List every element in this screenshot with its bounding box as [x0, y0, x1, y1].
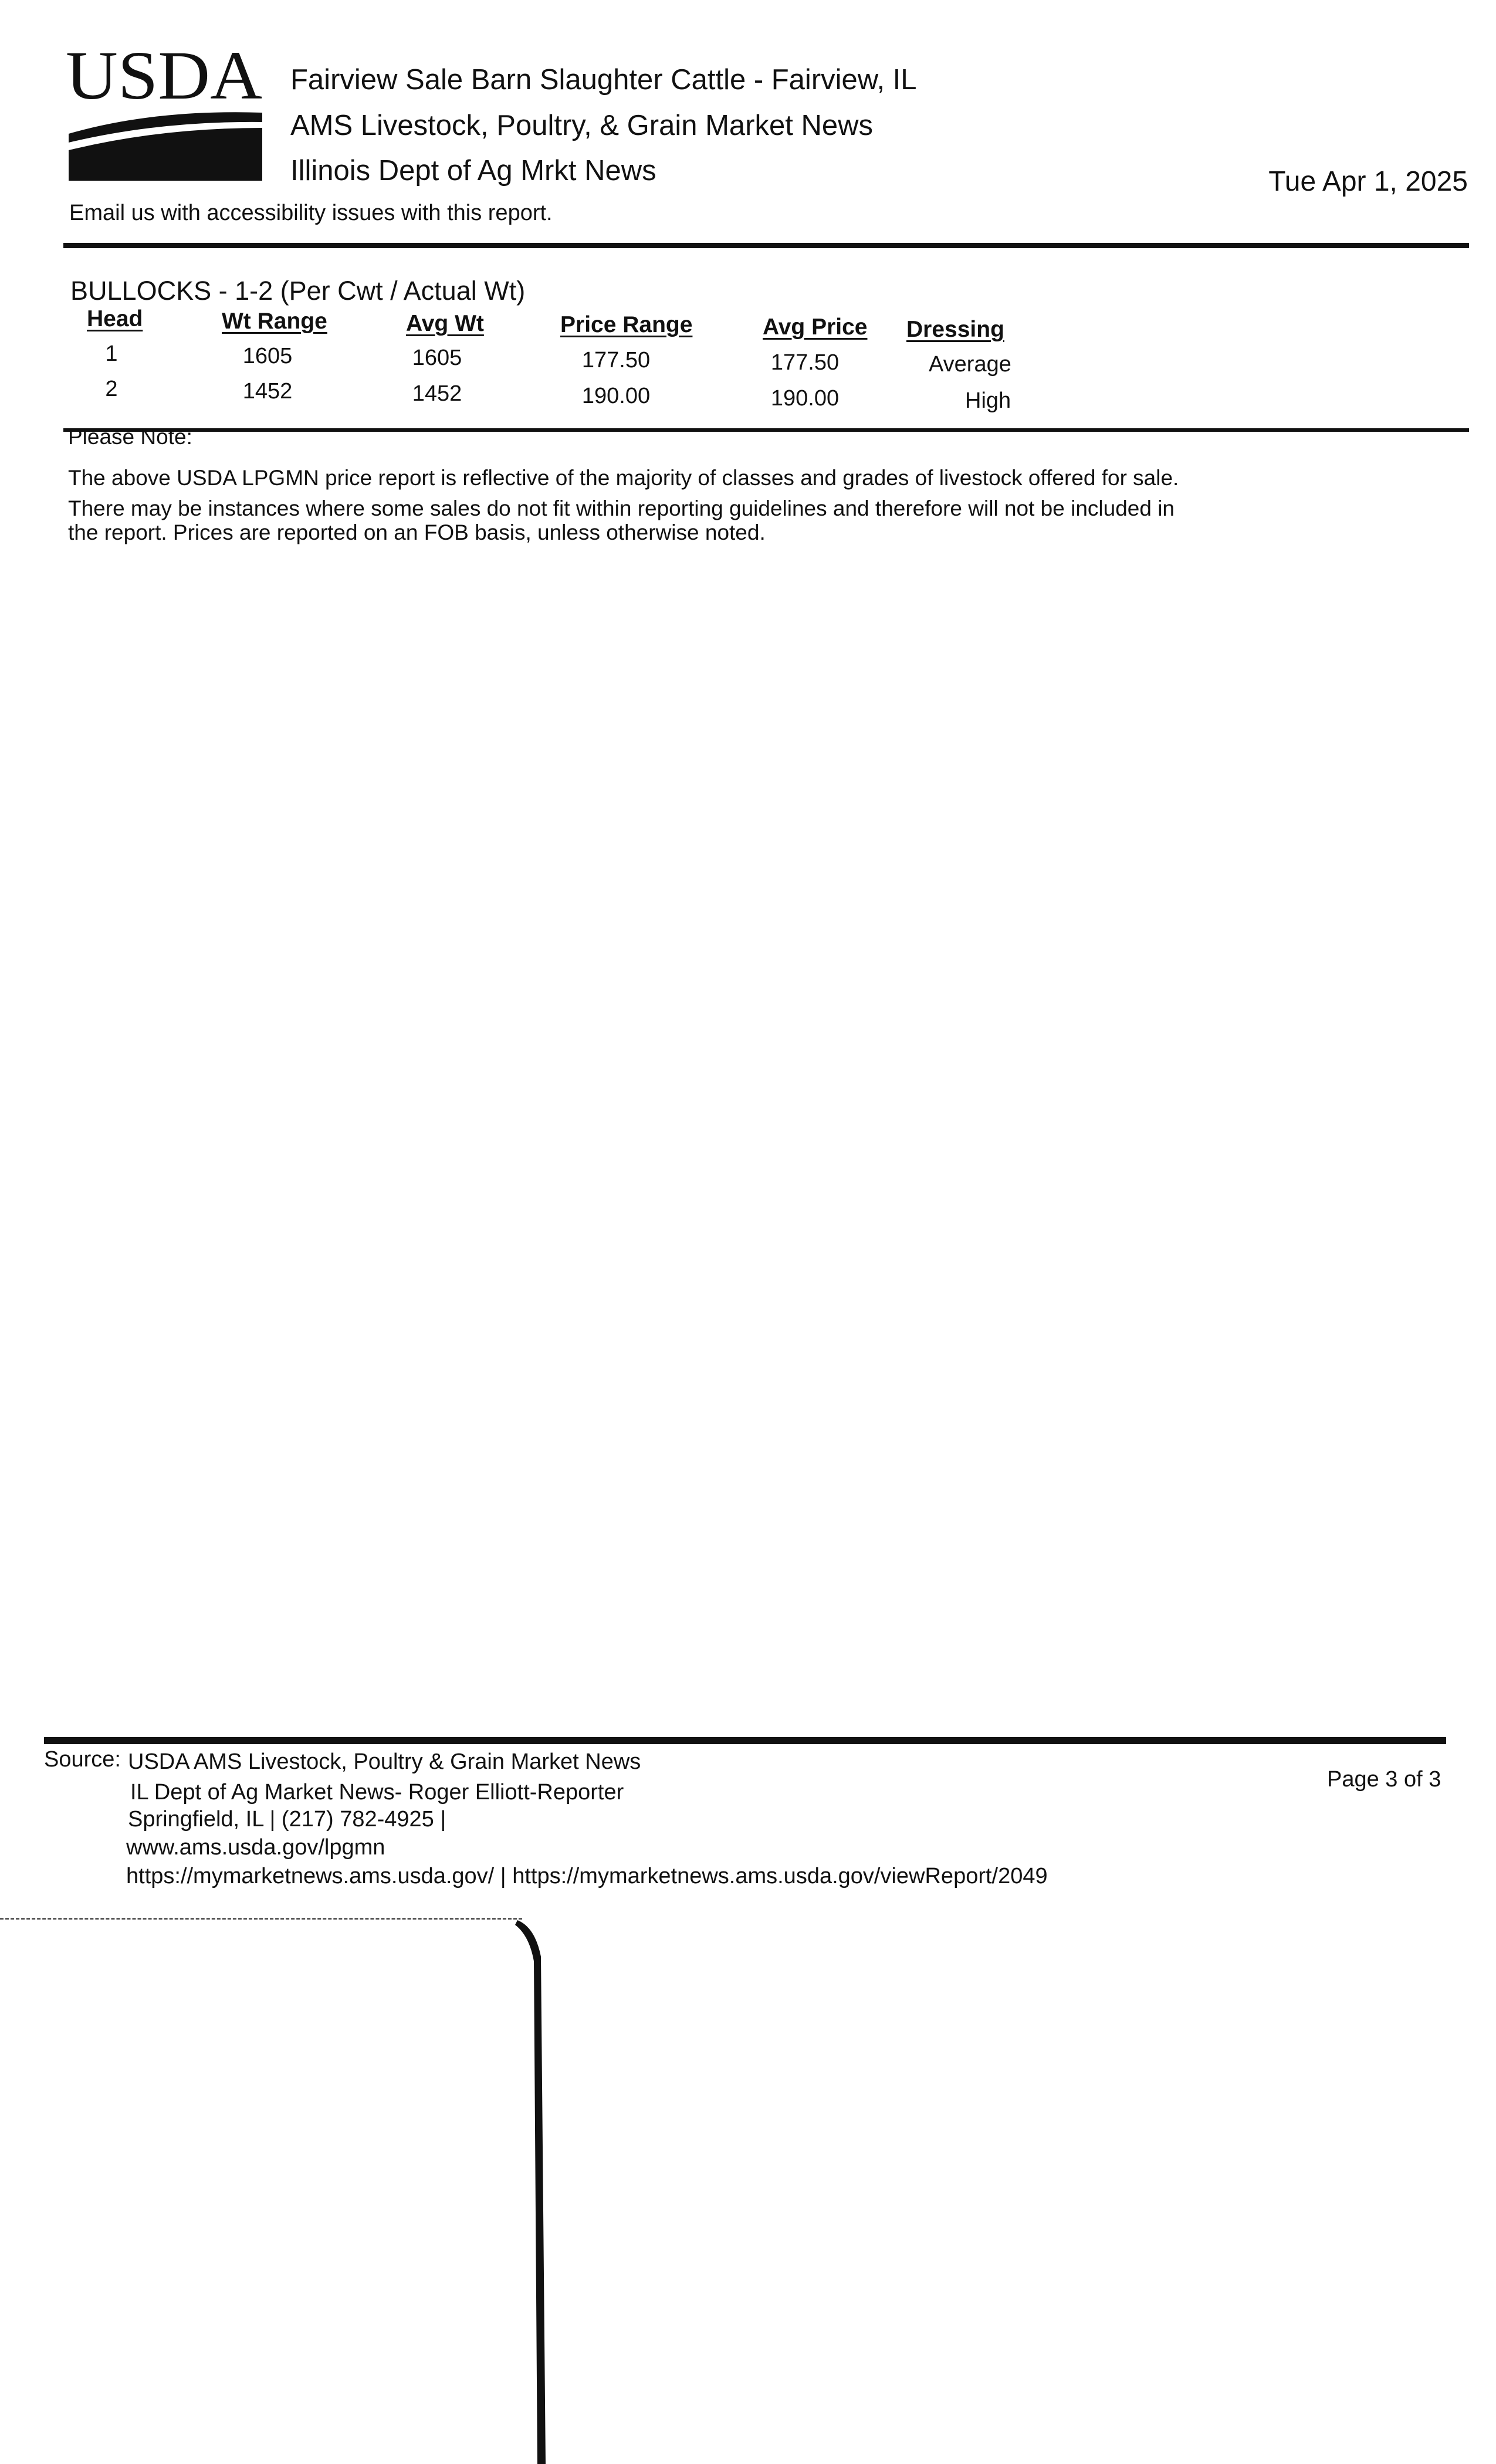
- col-avg-wt: Avg Wt: [406, 311, 484, 336]
- market-news-links[interactable]: https://mymarketnews.ams.usda.gov/ | https://mymarketnews.ams.usda.gov/viewReport/2049: [126, 1864, 1048, 1888]
- col-wt-range: Wt Range: [222, 309, 327, 334]
- header-divider: [63, 243, 1469, 248]
- scan-edge-mark: [510, 1915, 563, 2464]
- note-heading: Please Note:: [68, 425, 192, 449]
- col-dressing: Dressing: [906, 317, 1004, 342]
- source-line: IL Dept of Ag Market News- Roger Elliott-Reporter: [130, 1780, 624, 1805]
- table-cell-head: 1: [105, 341, 118, 366]
- table-cell-dressing: High: [965, 388, 1011, 413]
- table-cell-dressing: Average: [929, 352, 1011, 377]
- table-cell-wt-range: 1452: [242, 379, 293, 404]
- note-line: the report. Prices are reported on an FOB basis, unless otherwise noted.: [68, 520, 766, 544]
- page-number: Page 3 of 3: [1327, 1767, 1441, 1792]
- usda-logo-text: USDA: [66, 40, 262, 114]
- table-divider: [63, 428, 1469, 432]
- scan-dashed-line: [0, 1918, 522, 1920]
- section-title: BULLOCKS - 1-2 (Per Cwt / Actual Wt): [70, 276, 526, 306]
- table-cell-head: 2: [105, 377, 118, 401]
- note-line: There may be instances where some sales do not fit within reporting guidelines and therefore will not be included in: [68, 496, 1175, 520]
- table-cell-avg-price: 190.00: [770, 386, 840, 411]
- report-date: Tue Apr 1, 2025: [1268, 166, 1468, 197]
- table-cell-avg-wt: 1452: [412, 381, 462, 406]
- source-line: Springfield, IL | (217) 782-4925 |: [128, 1807, 446, 1832]
- lpgmn-link[interactable]: www.ams.usda.gov/lpgmn: [126, 1835, 385, 1860]
- accessibility-email-link[interactable]: Email us with accessibility issues with this report.: [69, 201, 553, 225]
- table-cell-avg-wt: 1605: [412, 346, 462, 370]
- note-line: The above USDA LPGMN price report is reflective of the majority of classes and grades of livestock offered for sale.: [68, 466, 1179, 490]
- col-head: Head: [87, 306, 143, 331]
- table-cell-avg-price: 177.50: [770, 350, 840, 375]
- usda-logo: [66, 40, 265, 181]
- footer-divider: [44, 1737, 1446, 1744]
- table-cell-wt-range: 1605: [242, 344, 293, 368]
- source-label: Source:: [44, 1747, 121, 1772]
- col-price-range: Price Range: [560, 312, 693, 337]
- table-cell-price-range: 190.00: [581, 384, 651, 408]
- agency-name: AMS Livestock, Poultry, & Grain Market News: [290, 110, 873, 141]
- state-agency-name: Illinois Dept of Ag Mrkt News: [290, 155, 656, 187]
- col-avg-price: Avg Price: [763, 314, 868, 340]
- report-title: Fairview Sale Barn Slaughter Cattle - Fairview, IL: [290, 64, 917, 96]
- source-line: USDA AMS Livestock, Poultry & Grain Market News: [128, 1749, 641, 1774]
- table-cell-price-range: 177.50: [581, 348, 651, 373]
